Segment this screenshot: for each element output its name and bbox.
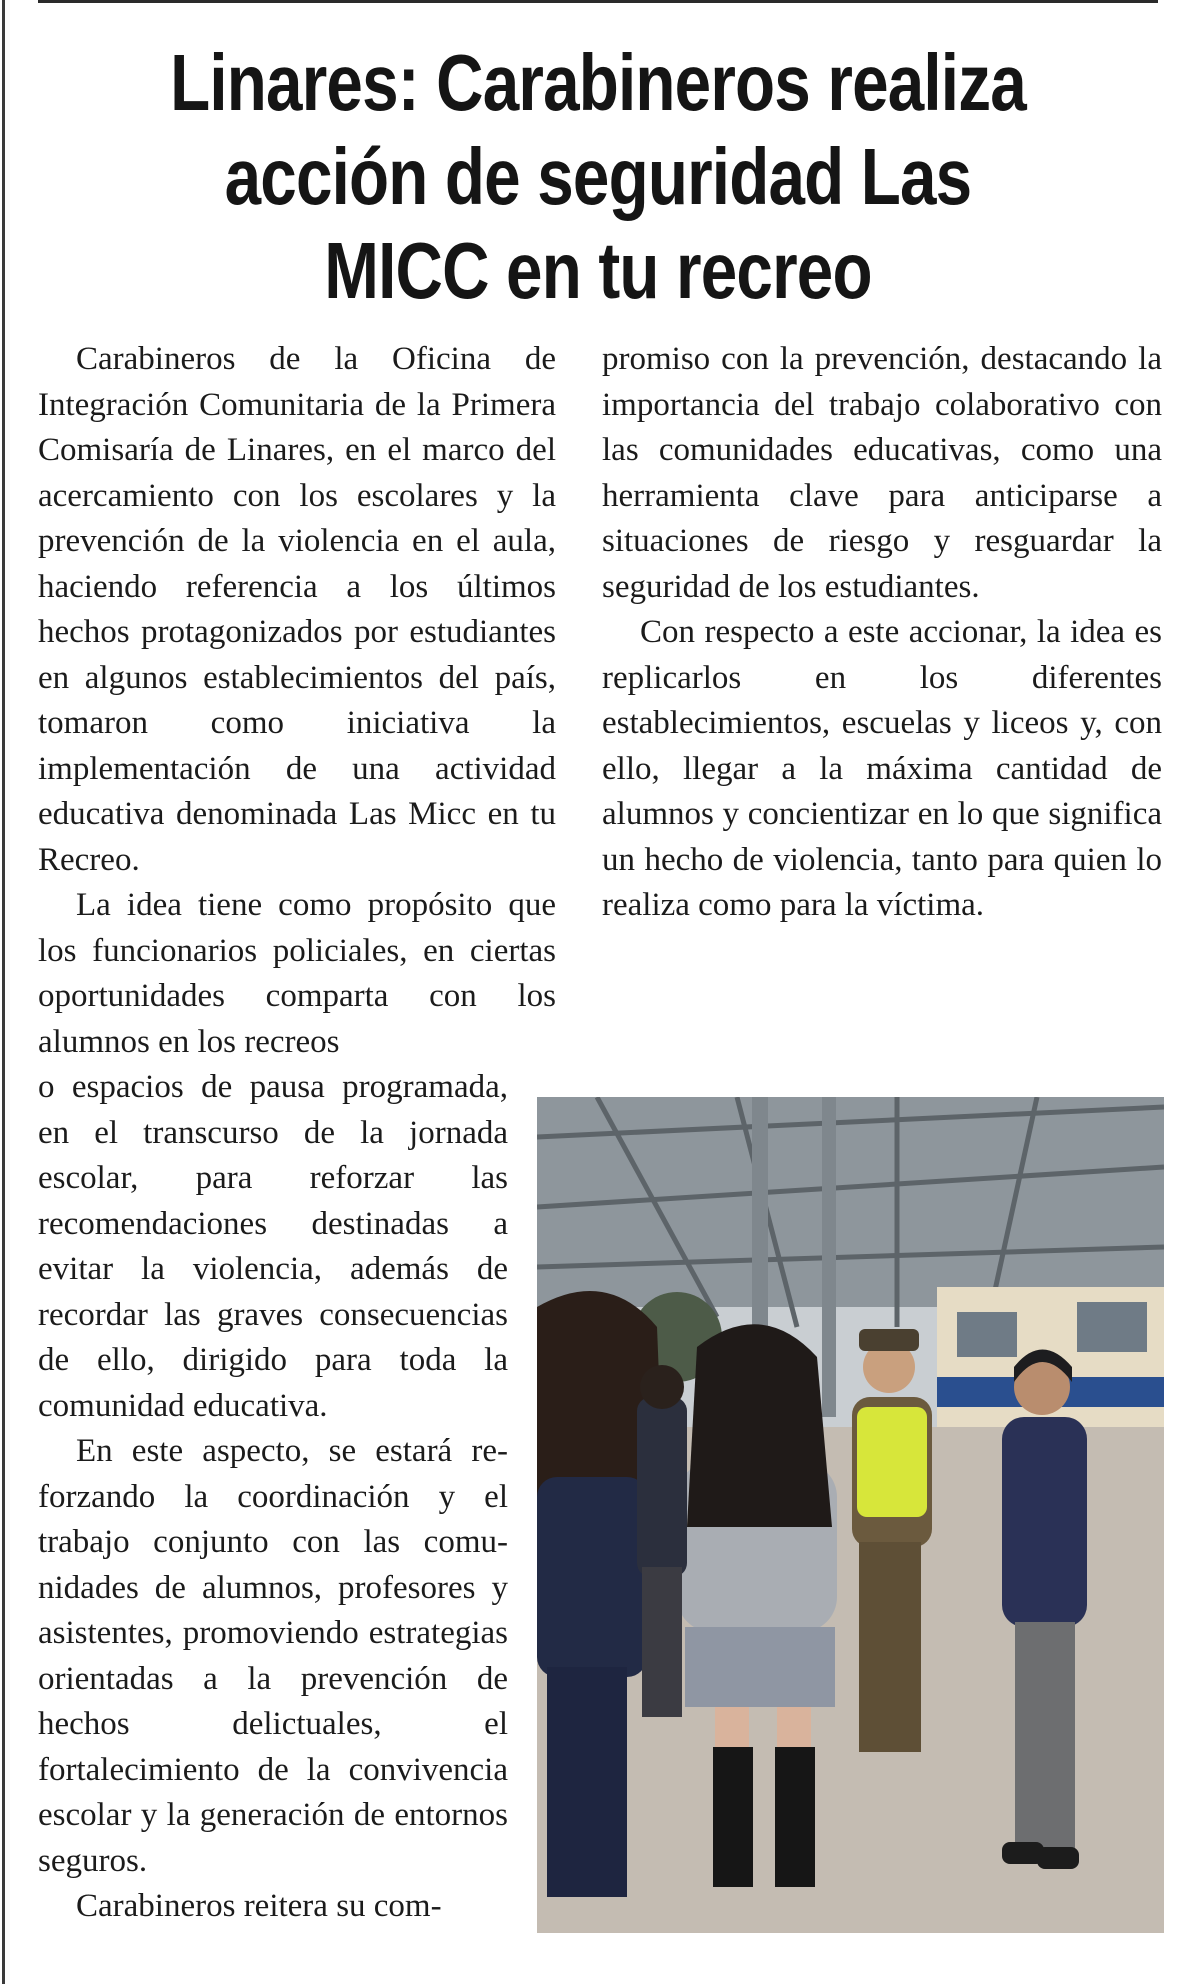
paragraph-4: Carabineros reitera su com- [76,1888,442,1924]
photo-illustration [537,1097,1164,1933]
paragraph-5: promiso con la prevención, destacando la importancia del trabajo colaborativo con las comunidades educativas, como una herramienta clave para anticiparse a situaciones de riesgo y resguardar la seguridad de los estudiantes. [602,341,1162,605]
paragraph-1: Carabineros de la Oficina de Integración Comunitaria de la Primera Comisaría de Linares, en el marco del acercamiento con los escolares y la prevención de la violencia en el aula, haciendo referencia a los últimos hechos protagonizados por estudiantes en algunos establecimientos del país, tomaron como iniciativa la implementación de una actividad educativa denominada Las Micc en tu Recreo. [38,341,556,878]
top-rule [38,0,1158,3]
paragraph-3: En este aspecto, se estará reforzando la coordinación y el trabajo conjunto con las comunidades de alumnos, profesores y asistentes, promoviendo estrategias orientadas a la prevención de hechos delictuales, el fortalecimiento de la convivencia escolar y la generación de entornos seguros. [38,1433,508,1879]
page-edge-rule [2,0,5,1984]
paragraph-2b: o espacios de pausa programada, en el transcurso de la jornada escolar, para reforzar las recomendaciones destinadas a evitar la violencia, además de recordar las graves consecuencias de ello, dirigido para toda la comunidad educativa. [38,1069,508,1424]
paragraph-2a: La idea tiene como propósito que los funcionarios policiales, en ciertas oportunidades comparta con los alumnos en los recreos [38,887,556,1060]
article-photo [537,1097,1164,1933]
right-column [602,337,1162,929]
paragraph-6: Con respecto a este accionar, la idea es replicarlos en los diferentes establecimientos, escuelas y liceos y, con ello, llegar a la máxima cantidad de alumnos y concientizar en lo que significa un hecho de violencia, tanto para quien lo realiza como para la víctima. [602,614,1162,923]
headline: Linares: Carabineros realiza acción de seguridad Las MICC en tu recreo [170,38,1026,315]
left-column [38,337,556,1930]
